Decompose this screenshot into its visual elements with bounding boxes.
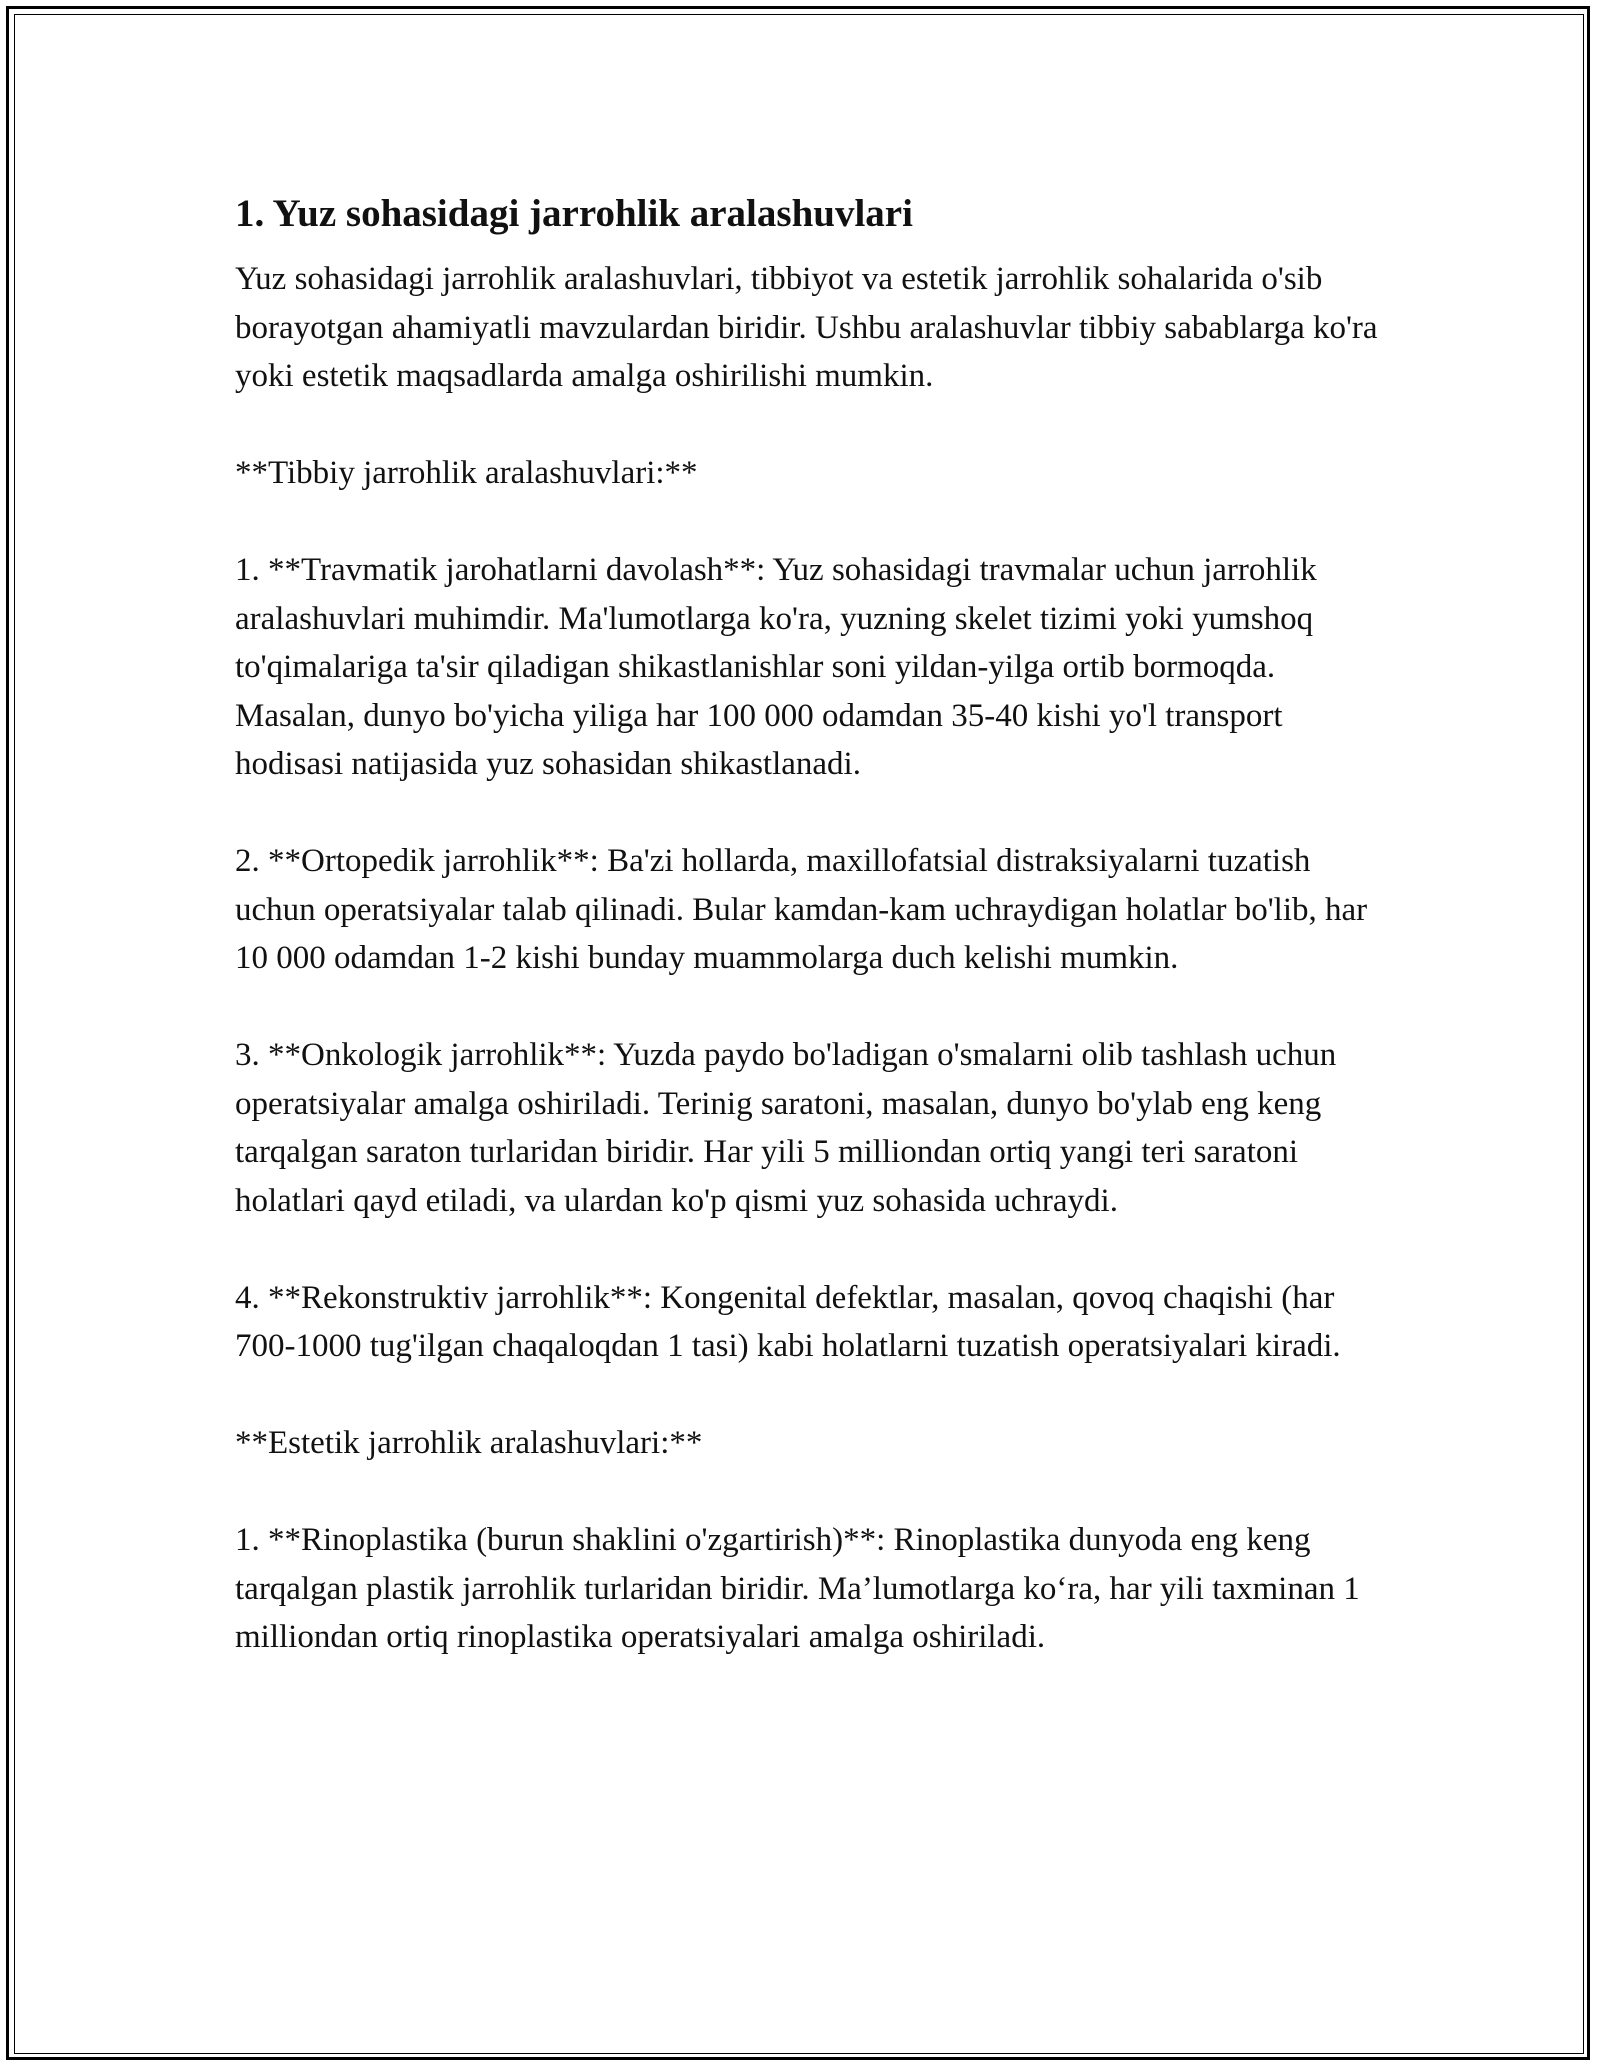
subheading-medical: **Tibbiy jarrohlik aralashuvlari:** — [235, 455, 698, 491]
paragraph-trauma: 1. **Travmatik jarohatlarni davolash**: Yuz sohasidagi travmalar uchun jarrohlik aralashuvlari muhimdir. Ma'lumotlarga ko'ra, yuzning skelet tizimi yoki yumshoq to'qimalariga ta'sir qiladigan shikastlanishlar soni yildan-yilga ortib bormoqda. Masalan, dunyo bo'yicha yiliga har 100 000 odamdan 35-40 kishi yo'l transport hodisasi natijasida yuz sohasidan shikastlanadi. — [235, 552, 1317, 782]
paragraph-oncology: 3. **Onkologik jarrohlik**: Yuzda paydo bo'ladigan o'smalarni olib tashlash uchun operatsiyalar amalga oshiriladi. Terinig saratoni, masalan, dunyo bo'ylab eng keng tarqalgan saraton turlaridan biridir. Har yili 5 milliondan ortiq yangi teri saratoni holatlari qayd etiladi, va ulardan ko'p qismi yuz sohasida uchraydi. — [235, 1037, 1337, 1219]
paragraph-reconstructive: 4. **Rekonstruktiv jarrohlik**: Kongenital defektlar, masalan, qovoq chaqishi (har 700-1000 tug'ilgan chaqaloqdan 1 tasi) kabi holatlarni tuzatish operatsiyalari kiradi. — [235, 1279, 1341, 1364]
paragraph-rhinoplasty: 1. **Rinoplastika (burun shaklini o'zgartirish)**: Rinoplastika dunyoda eng keng tarqalgan plastik jarrohlik turlaridan biridir. Ma’lumotlarga ko‘ra, har yili taxminan 1 milliondan ortiq rinoplastika operatsiyalari amalga oshiriladi. — [235, 1522, 1360, 1655]
document-body — [235, 185, 1395, 1662]
subheading-aesthetic: **Estetik jarrohlik aralashuvlari:** — [235, 1425, 703, 1461]
intro-paragraph: Yuz sohasidagi jarrohlik aralashuvlari, tibbiyot va estetik jarrohlik sohalarida o'sib borayotgan ahamiyatli mavzulardan biridir. Ushbu aralashuvlar tibbiy sabablarga ko'ra yoki estetik maqsadlarda amalga oshirilishi mumkin. — [235, 261, 1378, 394]
section-heading: 1. Yuz sohasidagi jarrohlik aralashuvlari — [235, 192, 913, 235]
paragraph-orthopedic: 2. **Ortopedik jarrohlik**: Ba'zi hollarda, maxillofatsial distraksiyalarni tuzatish uchun operatsiyalar talab qilinadi. Bular kamdan-kam uchraydigan holatlar bo'lib, har 10 000 odamdan 1-2 kishi bunday muammolarga duch kelishi mumkin. — [235, 843, 1368, 976]
